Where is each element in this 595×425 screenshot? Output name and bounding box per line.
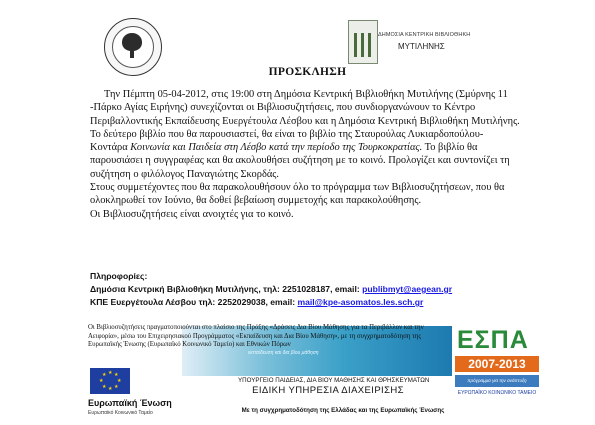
page-title: ΠΡΟΣΚΛΗΣΗ: [268, 66, 347, 78]
ministry-block: [238, 377, 430, 397]
espa-years: 2007-2013: [455, 356, 539, 372]
paragraph-1-intro: Την Πέμπτη 05-04-2012, στις 19:00 στη Δημόσια Κεντρική Βιβλιοθήκη Μυτιλήνης (Σμύρνης 11 -Πάρκο Αγίας Ειρήνης) συνεχίζονται οι Βιβλιοσυζητήσεις, που συνδιοργανώνουν το Κέντρο Περιβαλλοντικής Εκπαίδευσης Ευεργέτουλα Λέσβου και η Δημόσια Κεντρική Βιβλιοθήκη Μυτιλήνης. Το δεύτερο βιβλίο που θα παρουσιαστεί, θα είναι το βιβλίο της Σταυρούλας Λυκιαρδοπούλου-Κοντάρα: [90, 89, 520, 154]
paragraph-1-end: Το βιβλίο θα παρουσιάσει η συγγραφέας και θα ακολουθήσει συζήτηση με το κοινό. Προλογίζει και συντονίζει τη συζήτηση ο φιλόλογος Παναγιώτης Σκορδάς.: [90, 142, 510, 180]
kpe-email-link[interactable]: mail@kpe-asomatos.les.sch.gr: [297, 297, 424, 307]
library-building-icon: [348, 20, 378, 64]
kpe-contact-text: ΚΠΕ Ευεργέτουλα Λέσβου τηλ: 2252029038, email:: [90, 297, 298, 307]
library-logo-line2: ΜΥΤΙΛΗΝΗΣ: [398, 42, 445, 51]
eu-label: Ευρωπαϊκή Ένωση: [88, 398, 172, 408]
ministry-line: ΥΠΟΥΡΓΕΙΟ ΠΑΙΔΕΙΑΣ, ΔΙΑ ΒΙΟΥ ΜΑΘΗΣΗΣ ΚΑΙ ΘΡΗΣΚΕΥΜΑΤΩΝ: [238, 377, 430, 384]
library-email-link[interactable]: publibmyt@aegean.gr: [362, 284, 453, 294]
paragraph-1: [90, 88, 520, 181]
library-logo-line1: ΔΗΜΟΣΙΑ ΚΕΝΤΡΙΚΗ ΒΙΒΛΙΟΘΗΚΗ: [378, 32, 471, 38]
funding-banner: [88, 322, 540, 425]
book-title: Κοινωνία και Παιδεία στη Λέσβο κατά την περίοδο της Τουρκοκρατίας.: [130, 142, 423, 154]
espa-word: ΕΣΠΑ: [457, 326, 529, 354]
espa-logo: [453, 322, 539, 408]
library-logo: [346, 18, 471, 68]
eu-sublabel: Ευρωπαϊκό Κοινωνικό Ταμείο: [88, 410, 153, 416]
contact-info: [90, 270, 530, 309]
paragraph-3: Οι Βιβλιοσυζητήσεις είναι ανοιχτές για το κοινό.: [90, 208, 294, 220]
program-caption: Οι Βιβλιοσυζητήσεις πραγματοποιούνται στο πλαίσιο της Πράξης «Δράσεις Δια Βίου Μάθησης για τα Περιβάλλον και την Αειφορία», μέσω του Επιχειρησιακού Προγράμματος «Εκπαίδευση και Δια Βίου Μάθηση», με τη συγχρηματοδότηση της Ευρωπαϊκής Ένωσης (Ευρωπαϊκό Κοινωνικό Ταμείο) και Εθνικών Πόρων: [88, 324, 424, 349]
kpe-contact: [90, 296, 530, 309]
invitation-body: [90, 88, 520, 221]
espa-fund: ΕΥΡΩΠΑΪΚΟ ΚΟΙΝΩΝΙΚΟ ΤΑΜΕΙΟ: [457, 390, 537, 396]
stripe-text: εκπαίδευση και δια βίου μάθηση: [248, 350, 319, 356]
cofunding-line: Με τη συγχρηματοδότηση της Ελλάδας και της Ευρωπαϊκής Ένωσης: [241, 407, 445, 414]
tree-trunk: [130, 49, 134, 58]
library-contact-text: Δημόσια Κεντρική Βιβλιοθήκη Μυτιλήνης, τηλ: 2251028187, email:: [90, 284, 363, 294]
agency-line: ΕΙΔΙΚΗ ΥΠΗΡΕΣΙΑ ΔΙΑΧΕΙΡΙΣΗΣ: [252, 385, 404, 396]
paragraph-2: Στους συμμετέχοντες που θα παρακολουθήσουν όλο το πρόγραμμα των Βιβλιοσυζητήσεων, που θα ολοκληρωθεί τον Ιούνιο, θα δοθεί βεβαίωση συμμετοχής και παρακολούθησης.: [90, 182, 505, 207]
info-label: Πληροφορίες:: [90, 271, 148, 281]
eu-flag-icon: ★ ★ ★ ★ ★ ★ ★ ★: [90, 368, 130, 394]
espa-tagline: πρόγραμμα για την ανάπτυξη: [455, 375, 539, 387]
library-contact: [90, 283, 530, 296]
